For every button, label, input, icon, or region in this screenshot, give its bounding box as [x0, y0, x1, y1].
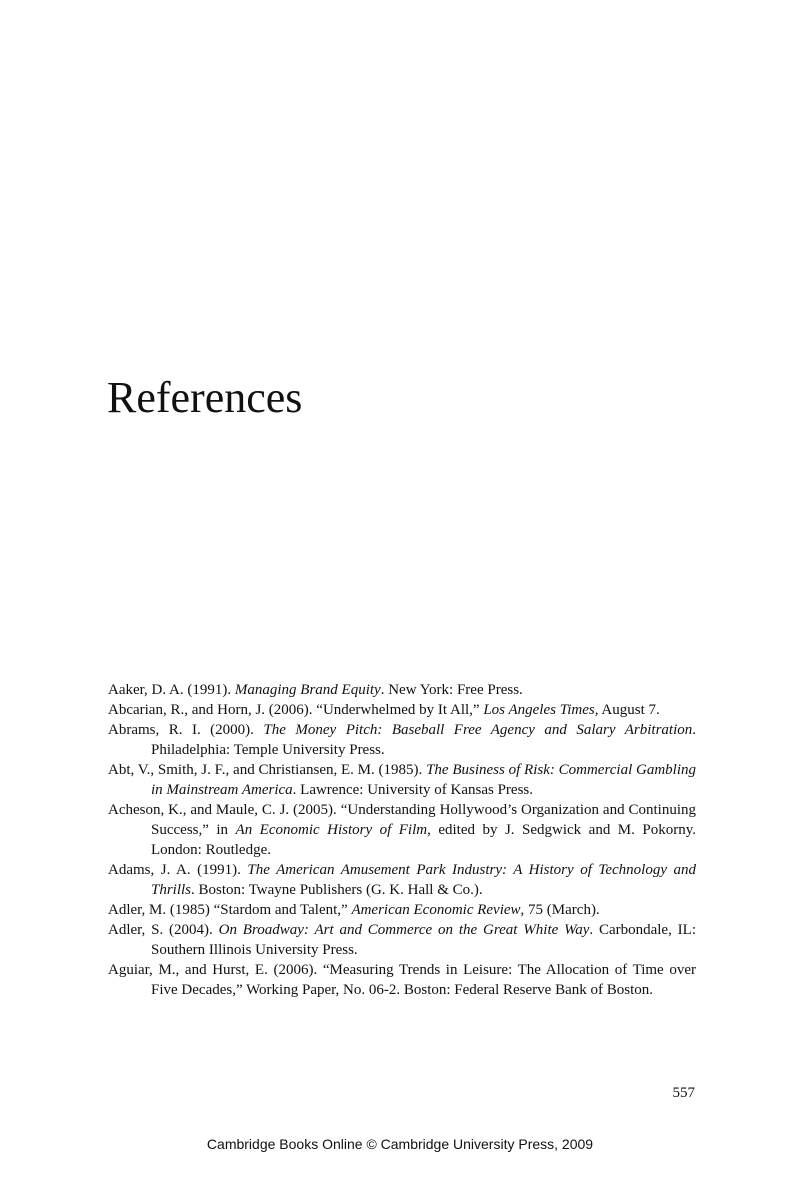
reference-entry: [108, 900, 696, 920]
reference-text: Abcarian, R., and Horn, J. (2006). “Underwhelmed by It All,”: [108, 702, 484, 718]
reference-text: Adams, J. A. (1991).: [108, 862, 248, 878]
reference-work-title: On Broadway: Art and Commerce on the Great White Way: [218, 922, 590, 938]
page-number: 557: [672, 1085, 695, 1101]
reference-work-title: American Economic Review: [351, 902, 521, 918]
reference-text: , 75 (March).: [520, 902, 600, 918]
reference-list: [108, 680, 696, 1000]
reference-text: Adler, M. (1985) “Stardom and Talent,”: [108, 902, 352, 918]
reference-entry: [108, 720, 696, 760]
reference-text: . Lawrence: University of Kansas Press.: [292, 782, 534, 798]
reference-work-title: An Economic History of Film: [235, 822, 428, 838]
reference-text: Abt, V., Smith, J. F., and Christiansen, E. M. (1985).: [108, 762, 427, 778]
reference-entry: [108, 800, 696, 860]
reference-text: . Boston: Twayne Publishers (G. K. Hall & Co.).: [191, 882, 483, 898]
reference-text: Adler, S. (2004).: [108, 922, 219, 938]
reference-entry: [108, 960, 696, 1000]
reference-entry: [108, 920, 696, 960]
reference-text: Aguiar, M., and Hurst, E. (2006). “Measuring Trends in Leisure: The Allocation of Time over Five Decades,” Working Paper, No. 06-2. Boston: Federal Reserve Bank of Boston.: [108, 962, 696, 998]
reference-entry: [108, 860, 696, 900]
reference-text: Acheson, K., and Maule, C. J. (2005). “Understanding Hollywood’s Organization and Continuing Success,” in: [108, 802, 696, 838]
reference-work-title: Los Angeles Times: [483, 702, 595, 718]
reference-text: . New York: Free Press.: [380, 682, 523, 698]
reference-work-title: The Money Pitch: Baseball Free Agency and Salary Arbitration: [263, 722, 693, 738]
page-title: References: [107, 373, 303, 422]
reference-work-title: Managing Brand Equity: [234, 682, 381, 698]
copyright-footer: Cambridge Books Online © Cambridge University Press, 2009: [206, 1136, 594, 1152]
reference-text: Abrams, R. I. (2000).: [108, 722, 264, 738]
reference-text: Aaker, D. A. (1991).: [108, 682, 235, 698]
reference-text: . Philadelphia: Temple University Press.: [151, 722, 697, 758]
reference-text: . Carbondale, IL: Southern Illinois University Press.: [151, 922, 696, 958]
reference-work-title: The Business of Risk: Commercial Gambling in Mainstream America: [151, 762, 697, 798]
reference-text: , edited by J. Sedgwick and M. Pokorny. London: Routledge.: [151, 822, 696, 858]
reference-entry: [108, 700, 696, 720]
reference-text: , August 7.: [594, 702, 660, 718]
reference-work-title: The American Amusement Park Industry: A History of Technology and Thrills: [151, 862, 696, 898]
reference-entry: [108, 760, 696, 800]
reference-entry: [108, 680, 696, 700]
